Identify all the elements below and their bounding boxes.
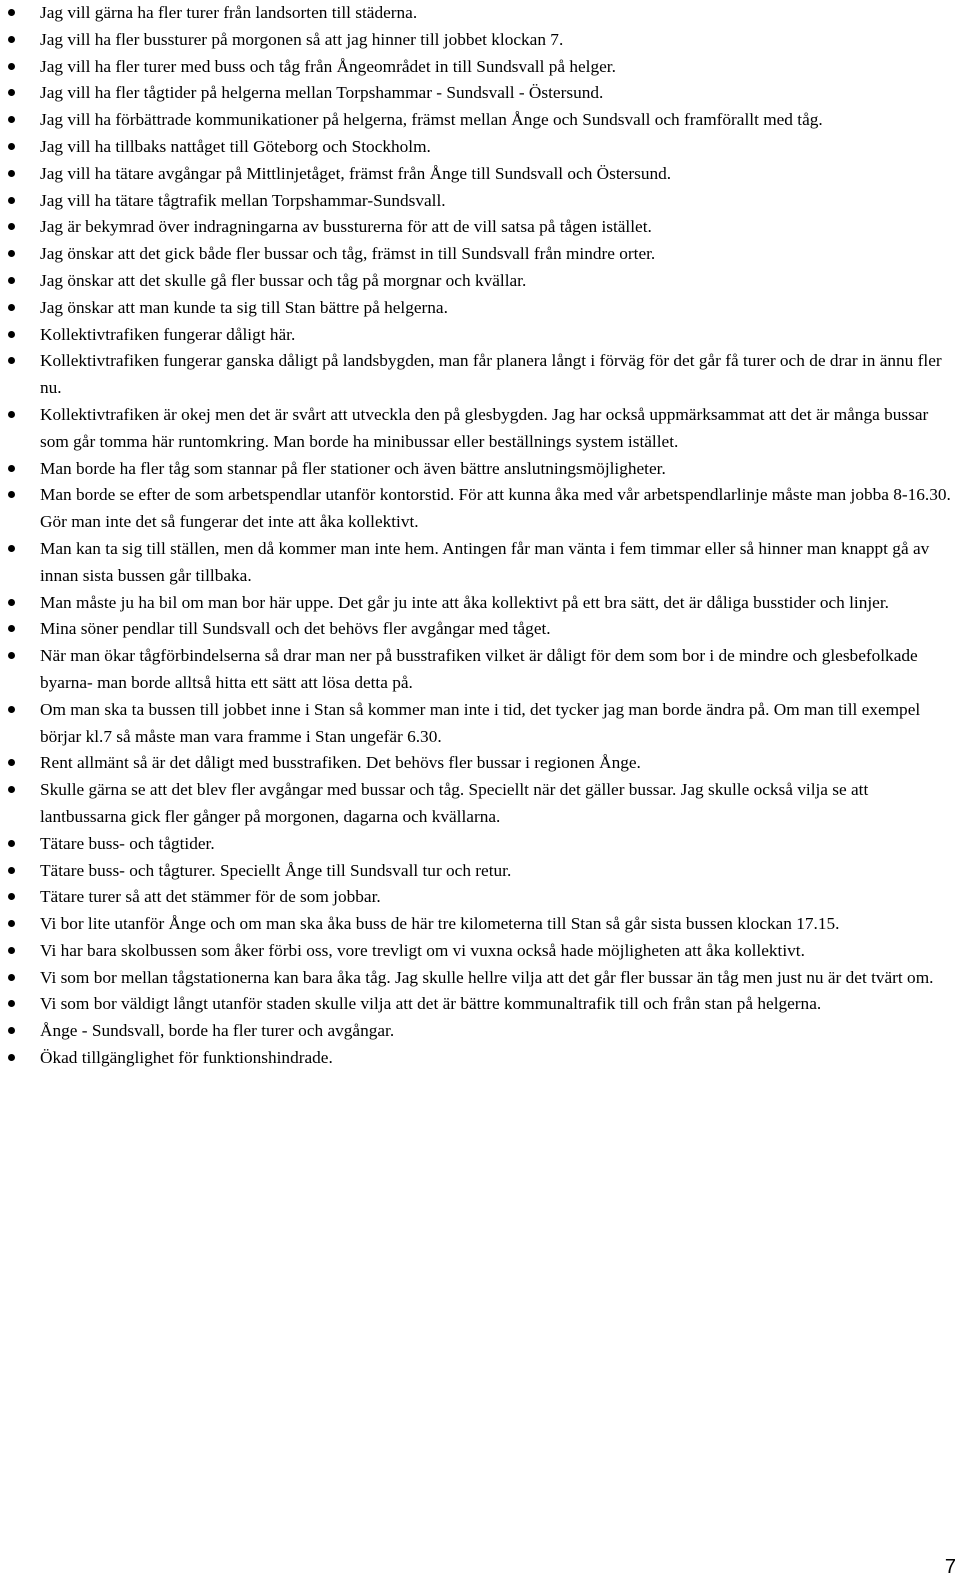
bullet-icon xyxy=(8,277,15,284)
bullet-icon xyxy=(8,974,15,981)
list-item-text: Kollektivtrafiken fungerar dåligt här. xyxy=(40,324,296,344)
list-item xyxy=(0,107,960,134)
bullet-icon xyxy=(8,625,15,632)
list-item xyxy=(0,80,960,107)
list-item xyxy=(0,965,960,992)
list-item xyxy=(0,402,960,456)
list-item-text: Vi som bor väldigt långt utanför staden skulle vilja att det är bättre kommunaltrafik till och från stan på helgerna. xyxy=(40,994,822,1014)
list-item-text: När man ökar tågförbindelserna så drar man ner på busstrafiken vilket är dåligt för dem som bor i de mindre och glesbefolkade byarna- man borde alltså hitta ett sätt att lösa detta på. xyxy=(40,646,918,692)
list-item xyxy=(0,161,960,188)
list-item xyxy=(0,268,960,295)
list-item-text: Om man ska ta bussen till jobbet inne i Stan så kommer man inte i tid, det tycker jag man borde ändra på. Om man till exempel börjar kl.7 så måste man vara framme i Stan ungefär 6.30. xyxy=(40,699,921,746)
list-item xyxy=(0,858,960,885)
bullet-icon xyxy=(8,223,15,230)
list-item xyxy=(0,991,960,1018)
list-item-text: Jag önskar att det gick både fler bussar och tåg, främst in till Sundsvall från mindre orter. xyxy=(40,244,656,264)
list-item-text: Jag vill ha tillbaks nattåget till Göteborg och Stockholm. xyxy=(40,136,431,156)
list-item-text: Kollektivtrafiken är okej men det är svårt att utveckla den på glesbygden. Jag har också uppmärksammat att det är många bussar som går tomma här runtomkring. Man borde ha minibussar eller beställnings system istället. xyxy=(40,404,929,451)
bullet-icon xyxy=(8,63,15,70)
list-item-text: Jag önskar att man kunde ta sig till Stan bättre på helgerna. xyxy=(40,297,448,317)
list-item xyxy=(0,348,960,402)
bullet-icon xyxy=(8,250,15,257)
list-item xyxy=(0,1045,960,1072)
list-item-text: Tätare turer så att det stämmer för de som jobbar. xyxy=(40,887,381,907)
list-item-text: Vi har bara skolbussen som åker förbi oss, vore trevligt om vi vuxna också hade möjligheten att åka kollektivt. xyxy=(40,940,805,960)
bullet-icon xyxy=(8,36,15,43)
list-item xyxy=(0,643,960,697)
bullet-icon xyxy=(8,652,15,659)
bullet-icon xyxy=(8,197,15,204)
list-item xyxy=(0,750,960,777)
bullet-icon xyxy=(8,545,15,552)
list-item xyxy=(0,241,960,268)
list-item xyxy=(0,482,960,536)
bullet-icon xyxy=(8,170,15,177)
list-item xyxy=(0,616,960,643)
bullet-icon xyxy=(8,599,15,606)
bullet-icon xyxy=(8,920,15,927)
list-item-text: Jag vill ha förbättrade kommunikationer på helgerna, främst mellan Ånge och Sundsvall och framförallt med tåg. xyxy=(40,110,823,130)
list-item-text: Man måste ju ha bil om man bor här uppe. Det går ju inte att åka kollektivt på ett bra sätt, det är dåliga busstider och linjer. xyxy=(40,592,889,612)
bullet-icon xyxy=(8,491,15,498)
bullet-icon xyxy=(8,465,15,472)
list-item xyxy=(0,54,960,81)
bullet-icon xyxy=(8,9,15,16)
list-item xyxy=(0,0,960,27)
list-item xyxy=(0,831,960,858)
list-item-text: Vi bor lite utanför Ånge och om man ska åka buss de här tre kilometerna till Stan så går sista bussen klockan 17.15. xyxy=(40,914,840,934)
bullet-icon xyxy=(8,706,15,713)
bullet-icon xyxy=(8,143,15,150)
list-item xyxy=(0,590,960,617)
bullet-icon xyxy=(8,116,15,123)
list-item-text: Jag vill ha fler bussturer på morgonen så att jag hinner till jobbet klockan 7. xyxy=(40,29,564,49)
list-item-text: Tätare buss- och tågtider. xyxy=(40,833,215,853)
list-item-text: Man kan ta sig till ställen, men då kommer man inte hem. Antingen får man vänta i fem timmar eller så hinner man knappt gå av innan sista bussen går tillbaka. xyxy=(40,538,930,585)
list-item xyxy=(0,777,960,831)
bullet-icon xyxy=(8,893,15,900)
list-item-text: Jag vill ha tätare tågtrafik mellan Torpshammar-Sundsvall. xyxy=(40,190,446,210)
list-item xyxy=(0,884,960,911)
list-item-text: Jag vill ha tätare avgångar på Mittlinjetåget, främst från Ånge till Sundsvall och Östersund. xyxy=(40,163,672,183)
bullet-icon xyxy=(8,304,15,311)
list-item-text: Skulle gärna se att det blev fler avgångar med bussar och tåg. Speciellt när det gäller bussar. Jag skulle också vilja se att lantbussarna gick fler gånger på morgonen, dagarna och kvällarna. xyxy=(40,780,869,826)
list-item xyxy=(0,938,960,965)
bullet-icon xyxy=(8,1054,15,1061)
list-item-text: Mina söner pendlar till Sundsvall och det behövs fler avgångar med tåget. xyxy=(40,619,551,639)
list-item xyxy=(0,134,960,161)
list-item-text: Rent allmänt så är det dåligt med busstrafiken. Det behövs fler bussar i regionen Ånge. xyxy=(40,753,641,773)
list-item-text: Jag är bekymrad över indragningarna av bussturerna för att de vill satsa på tågen istället. xyxy=(40,217,652,237)
list-item-text: Man borde se efter de som arbetspendlar utanför kontorstid. För att kunna åka med vår arbetspendlarlinje måste man jobba 8-16.30. Gör man inte det så fungerar det inte att åka kollektivt. xyxy=(40,485,951,532)
list-item xyxy=(0,697,960,751)
bullet-icon xyxy=(8,867,15,874)
bullet-icon xyxy=(8,411,15,418)
list-item-text: Jag vill gärna ha fler turer från landsorten till städerna. xyxy=(40,3,418,22)
list-item-text: Kollektivtrafiken fungerar ganska dåligt på landsbygden, man får planera långt i förväg för det går få turer och de drar in ännu fler nu. xyxy=(40,351,942,398)
page-number: 7 xyxy=(944,1556,956,1578)
list-item xyxy=(0,188,960,215)
list-item-text: Tätare buss- och tågturer. Speciellt Ånge till Sundsvall tur och retur. xyxy=(40,860,512,880)
bullet-icon xyxy=(8,840,15,847)
bullet-icon xyxy=(8,759,15,766)
bullet-icon xyxy=(8,357,15,364)
list-item xyxy=(0,536,960,590)
bullet-icon xyxy=(8,89,15,96)
list-item-text: Man borde ha fler tåg som stannar på fler stationer och även bättre anslutningsmöjligheter. xyxy=(40,458,666,478)
list-item xyxy=(0,27,960,54)
list-item xyxy=(0,911,960,938)
list-item-text: Ånge - Sundsvall, borde ha fler turer och avgångar. xyxy=(40,1021,395,1041)
list-item xyxy=(0,322,960,349)
bullet-icon xyxy=(8,331,15,338)
list-item xyxy=(0,456,960,483)
list-item-text: Ökad tillgänglighet för funktionshindrade. xyxy=(40,1048,333,1068)
list-item-text: Jag vill ha fler tågtider på helgerna mellan Torpshammar - Sundsvall - Östersund. xyxy=(40,83,604,103)
list-item-text: Jag vill ha fler turer med buss och tåg från Ångeområdet in till Sundsvall på helger. xyxy=(40,56,616,76)
list-item xyxy=(0,1018,960,1045)
list-item xyxy=(0,214,960,241)
bullet-icon xyxy=(8,1000,15,1007)
bullet-icon xyxy=(8,786,15,793)
list-item xyxy=(0,295,960,322)
bullet-icon xyxy=(8,1027,15,1034)
list-item-text: Vi som bor mellan tågstationerna kan bara åka tåg. Jag skulle hellre vilja att det går fler bussar än tåg men just nu är det tvärt om. xyxy=(40,967,934,987)
list-item-text: Jag önskar att det skulle gå fler bussar och tåg på morgnar och kvällar. xyxy=(40,270,527,290)
bullet-icon xyxy=(8,947,15,954)
